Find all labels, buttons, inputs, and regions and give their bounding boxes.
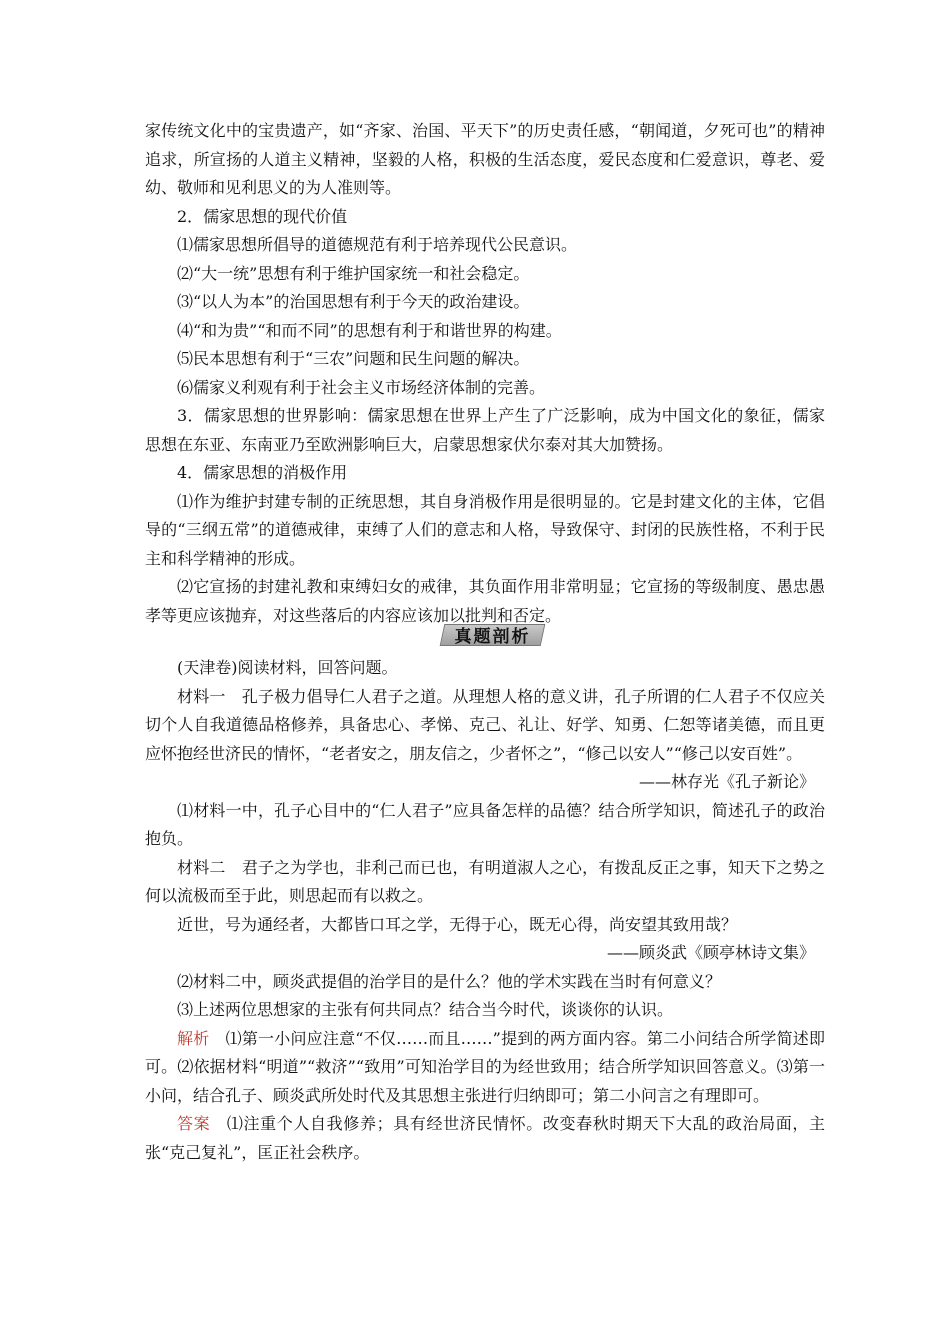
exam-intro: (天津卷)阅读材料，回答问题。 (177, 658, 398, 677)
paragraph-world-influence: 3．儒家思想的世界影响：儒家思想在世界上产生了广泛影响，成为中国文化的象征，儒家思想在东亚、东南亚乃至欧洲影响巨大，启蒙思想家伏尔泰对其大加赞扬。 (145, 406, 825, 454)
heading-negative-effects: 4．儒家思想的消极作用 (177, 463, 348, 482)
question-one: ⑴材料一中，孔子心目中的“仁人君子”应具备怎样的品德？结合所学知识，简述孔子的政治抱负。 (145, 800, 825, 848)
section-header-label: 真题剖析 (454, 626, 531, 647)
analysis-paragraph (145, 1025, 825, 1111)
list-item: ⑸民本思想有利于“三农”问题和民生问题的解决。 (177, 349, 530, 368)
list-item: ⑶“以人为本”的治国思想有利于今天的政治建设。 (177, 292, 530, 311)
question-two: ⑵材料二中，顾炎武提倡的治学目的是什么？他的学术实践在当时有何意义？ (177, 971, 722, 991)
list-item: ⑷“和为贵”“和而不同”的思想有利于和谐世界的构建。 (177, 320, 562, 340)
answer-tag: 答案 (177, 1114, 211, 1133)
analysis-tag: 解析 (177, 1028, 210, 1048)
material-two-part-b: 近世，号为通经者，大都皆口耳之学，无得于心，既无心得，尚安望其致用哉？ (177, 914, 738, 934)
answer-text: ⑴注重个人自我修养；具有经世济民情怀。改变春秋时期天下大乱的政治局面，主张“克己复礼”，匡正社会秩序。 (145, 1114, 825, 1162)
top-section (145, 117, 825, 630)
material-two-part-a: 材料二 君子之为学也，非利己而已也，有明道淑人之心，有拨乱反正之事，知天下之势之何以流极而至于此，则思起而有以救之。 (145, 857, 825, 905)
question-three: ⑶上述两位思想家的主张有何共同点？结合当今时代，谈谈你的认识。 (177, 1000, 674, 1019)
exam-section (145, 654, 825, 1167)
material-one: 材料一 孔子极力倡导仁人君子之道。从理想人格的意义讲，孔子所谓的仁人君子不仅应关切个人自我道德品格修养，具备忠心、孝悌、克己、礼让、好学、知勇、仁恕等诸美德，而且更应怀抱经世济民的情怀，“老者安之，朋友信之，少者怀之”，“修己以安人”“修己以安百姓”。 (145, 686, 825, 763)
paragraph-negative-2: ⑵它宣扬的封建礼教和束缚妇女的戒律，其负面作用非常明显；它宣扬的等级制度、愚忠愚孝等更应该抛弃，对这些落后的内容应该加以批判和否定。 (145, 577, 825, 625)
answer-paragraph (145, 1110, 825, 1167)
list-item: ⑴儒家思想所倡导的道德规范有利于培养现代公民意识。 (177, 235, 578, 254)
analysis-text: ⑴第一小问应注意“不仅……而且……”提到的两方面内容。第二小问结合所学简述即可。⑵依据材料“明道”“救济”“致用”可知治学目的为经世致用；结合所学知识回答意义。⑶第一小问，结合孔子、顾炎武所处时代及其思想主张进行归纳即可；第二小问言之有理即可。 (145, 1028, 825, 1105)
material-two-source: ——顾炎武《顾亭林诗文集》 (606, 943, 815, 962)
section-header-badge (440, 620, 545, 648)
list-item: ⑹儒家义利观有利于社会主义市场经济体制的完善。 (177, 377, 546, 397)
list-item: ⑵“大一统”思想有利于维护国家统一和社会稳定。 (177, 263, 530, 283)
material-one-source: ——林存光《孔子新论》 (638, 772, 815, 791)
paragraph-negative-1: ⑴作为维护封建专制的正统思想，其自身消极作用是很明显的。它是封建文化的主体，它倡导的“三纲五常”的道德戒律，束缚了人们的意志和人格，导致保守、封闭的民族性格，不利于民主和科学精神的形成。 (145, 491, 825, 568)
paragraph-continued: 家传统文化中的宝贵遗产，如“齐家、治国、平天下”的历史责任感，“朝闻道，夕死可也”的精神追求，所宣扬的人道主义精神，坚毅的人格，积极的生活态度，爱民态度和仁爱意识，尊老、爱幼、敬师和见利思义的为人准则等。 (145, 121, 825, 197)
heading-modern-value: 2．儒家思想的现代价值 (177, 206, 348, 226)
